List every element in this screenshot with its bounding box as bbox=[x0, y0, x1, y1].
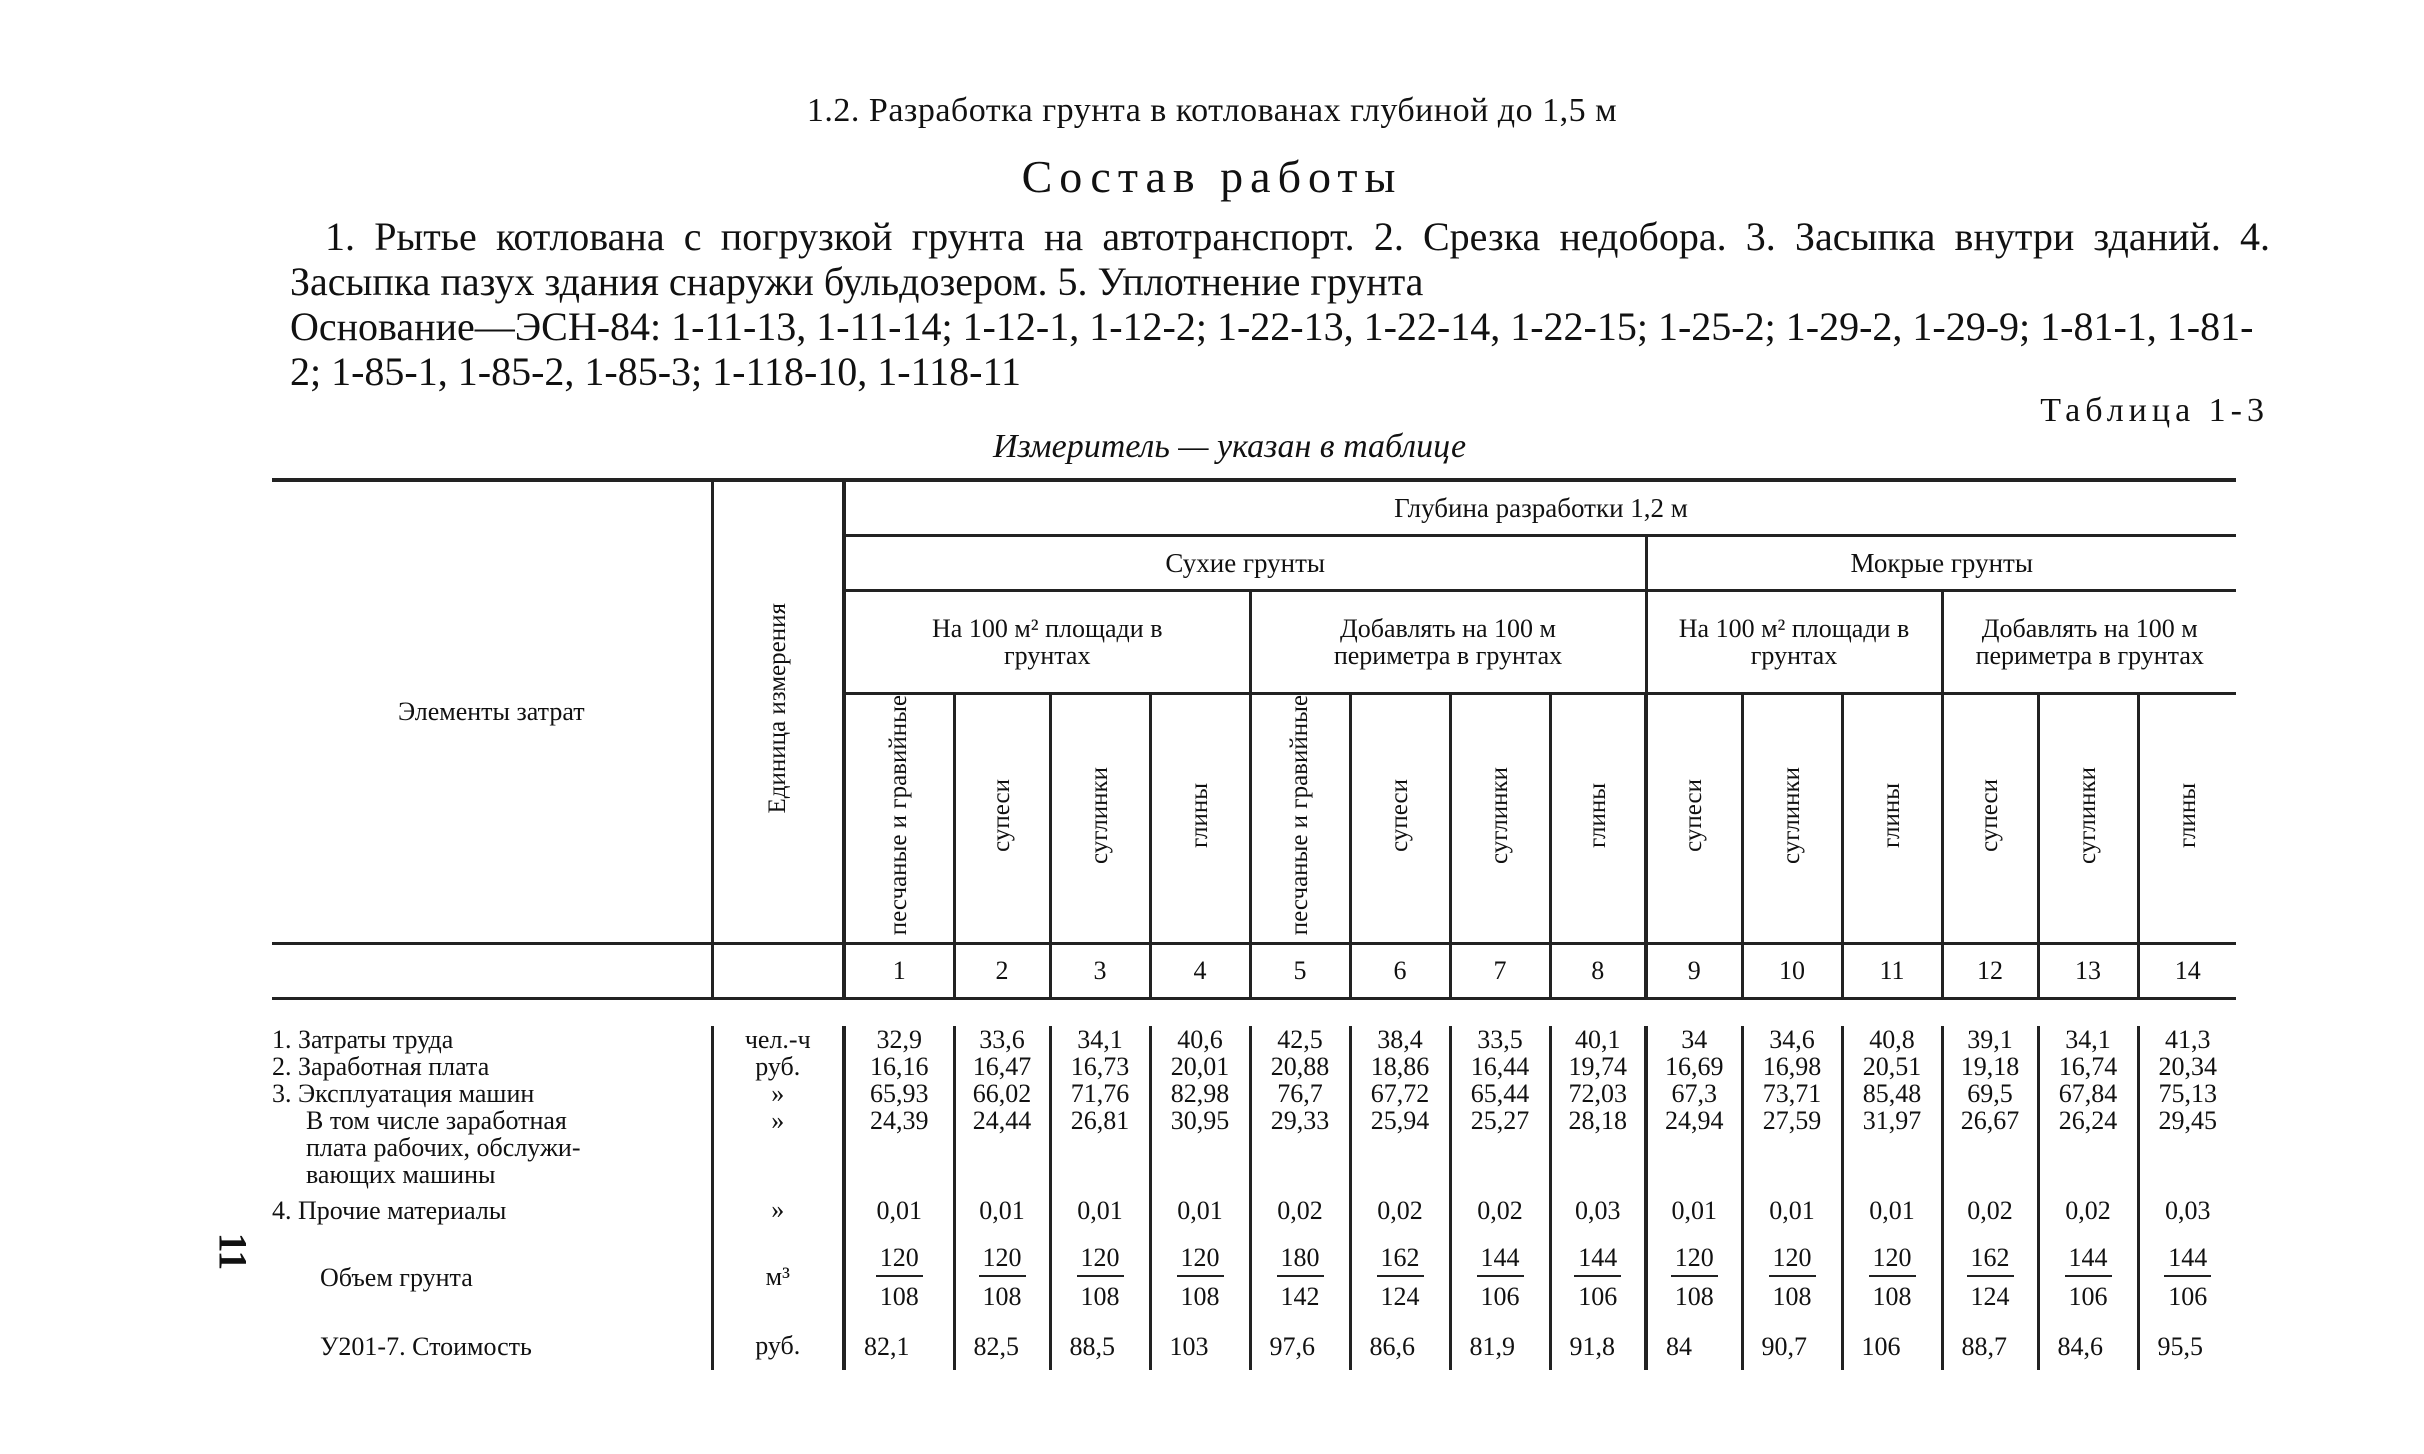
soil-type-header-4 bbox=[1150, 694, 1250, 944]
main-values-col-12 bbox=[1942, 1026, 2038, 1188]
header-unit-cell bbox=[712, 480, 844, 944]
main-values-col-8 bbox=[1550, 1026, 1646, 1188]
volume-cell-1 bbox=[844, 1232, 954, 1322]
volume-numerator-11: 120 bbox=[1869, 1244, 1916, 1277]
materials-value-12: 0,02 bbox=[1942, 1188, 2038, 1232]
main-value-r4-c4: 30,95 bbox=[1170, 1106, 1230, 1136]
column-number-8: 8 bbox=[1550, 944, 1646, 999]
main-value-r2-c13: 16,74 bbox=[2058, 1052, 2118, 1082]
volume-denominator-11: 108 bbox=[1872, 1282, 1912, 1312]
materials-value-13: 0,02 bbox=[2038, 1188, 2138, 1232]
header-wet-area: На 100 м² площади в грунтах bbox=[1646, 591, 1942, 694]
cost-row bbox=[272, 1322, 2236, 1370]
soil-type-label-5: песчаные и гравийные bbox=[1286, 695, 1313, 936]
soil-type-header-5 bbox=[1250, 694, 1350, 944]
main-value-r1-c3: 34,1 bbox=[1077, 1025, 1123, 1055]
volume-denominator-1: 108 bbox=[879, 1282, 919, 1312]
soil-type-label-9: супеси bbox=[1680, 778, 1708, 852]
page-number: 11 bbox=[210, 1232, 256, 1271]
main-value-r4-c13: 26,24 bbox=[2058, 1106, 2118, 1136]
main-value-r3-c10: 73,71 bbox=[1762, 1079, 1822, 1109]
materials-value-5: 0,02 bbox=[1250, 1188, 1350, 1232]
main-value-r4-c3: 26,81 bbox=[1070, 1106, 1130, 1136]
cost-value-4: 103 bbox=[1150, 1322, 1250, 1370]
main-value-r1-c12: 39,1 bbox=[1967, 1025, 2013, 1055]
materials-value-10: 0,01 bbox=[1742, 1188, 1842, 1232]
main-values-col-5 bbox=[1250, 1026, 1350, 1188]
main-value-r2-c14: 20,34 bbox=[2158, 1052, 2217, 1082]
main-value-r1-c5: 42,5 bbox=[1277, 1025, 1323, 1055]
section-title: 1.2. Разработка грунта в котлованах глубиной до 1,5 м bbox=[806, 92, 1618, 129]
header-wet-perimeter: Добавлять на 100 м периметра в грунтах bbox=[1942, 591, 2236, 694]
materials-value-8: 0,03 bbox=[1550, 1188, 1646, 1232]
volume-numerator-10: 120 bbox=[1769, 1244, 1816, 1277]
volume-fraction-10 bbox=[1769, 1244, 1816, 1310]
column-number-6: 6 bbox=[1350, 944, 1450, 999]
main-value-r1-c10: 34,6 bbox=[1769, 1025, 1815, 1055]
row-label-including-1: В том числе заработная bbox=[306, 1106, 567, 1136]
main-value-r4-c12: 26,67 bbox=[1960, 1106, 2020, 1136]
soil-type-header-8 bbox=[1550, 694, 1646, 944]
column-number-7: 7 bbox=[1450, 944, 1550, 999]
main-value-r3-c4: 82,98 bbox=[1170, 1079, 1230, 1109]
volume-cell-9 bbox=[1646, 1232, 1742, 1322]
volume-denominator-7: 106 bbox=[1480, 1282, 1520, 1312]
main-value-r2-c11: 20,51 bbox=[1862, 1052, 1922, 1082]
main-value-r3-c13: 67,84 bbox=[2058, 1079, 2118, 1109]
volume-numerator-12: 162 bbox=[1967, 1244, 2014, 1277]
table-gap bbox=[272, 999, 2236, 1027]
volume-denominator-12: 124 bbox=[1970, 1282, 2010, 1312]
soil-type-header-14 bbox=[2138, 694, 2236, 944]
volume-numerator-4: 120 bbox=[1177, 1244, 1224, 1277]
main-value-r4-c7: 25,27 bbox=[1470, 1106, 1530, 1136]
column-number-11: 11 bbox=[1842, 944, 1942, 999]
cost-value-5: 97,6 bbox=[1250, 1322, 1350, 1370]
volume-numerator-5: 180 bbox=[1277, 1244, 1324, 1277]
soil-type-header-9 bbox=[1646, 694, 1742, 944]
column-number-row bbox=[272, 944, 2236, 999]
materials-value-7: 0,02 bbox=[1450, 1188, 1550, 1232]
volume-numerator-6: 162 bbox=[1377, 1244, 1424, 1277]
soil-type-label-14: глины bbox=[2173, 782, 2201, 848]
column-number-1: 1 bbox=[844, 944, 954, 999]
volume-fraction-8 bbox=[1574, 1244, 1621, 1310]
volume-cell-6 bbox=[1350, 1232, 1450, 1322]
materials-value-4: 0,01 bbox=[1150, 1188, 1250, 1232]
materials-value-11: 0,01 bbox=[1842, 1188, 1942, 1232]
soil-type-label-10: суглинки bbox=[1778, 766, 1805, 864]
volume-cell-4 bbox=[1150, 1232, 1250, 1322]
volume-fraction-13 bbox=[2065, 1244, 2112, 1310]
volume-cell-11 bbox=[1842, 1232, 1942, 1322]
main-value-r3-c5: 76,7 bbox=[1277, 1079, 1323, 1109]
main-value-r3-c1: 65,93 bbox=[870, 1079, 929, 1109]
main-value-r2-c9: 16,69 bbox=[1665, 1052, 1724, 1082]
volume-cell-2 bbox=[954, 1232, 1050, 1322]
volume-numerator-7: 144 bbox=[1477, 1244, 1524, 1277]
volume-denominator-2: 108 bbox=[982, 1282, 1022, 1312]
unit-wages: руб. bbox=[755, 1052, 801, 1082]
volume-denominator-6: 124 bbox=[1380, 1282, 1420, 1312]
volume-row bbox=[272, 1232, 2236, 1322]
header-dry: Сухие грунты bbox=[844, 536, 1646, 591]
volume-numerator-3: 120 bbox=[1077, 1244, 1124, 1277]
materials-value-1: 0,01 bbox=[844, 1188, 954, 1232]
volume-fraction-6 bbox=[1377, 1244, 1424, 1310]
header-elements: Элементы затрат bbox=[272, 480, 712, 944]
volume-denominator-13: 106 bbox=[2068, 1282, 2108, 1312]
main-values-col-1 bbox=[844, 1026, 954, 1188]
main-value-r1-c11: 40,8 bbox=[1869, 1025, 1915, 1055]
row-label-including-2: плата рабочих, обслужи- bbox=[306, 1133, 581, 1163]
volume-fraction-11 bbox=[1869, 1244, 1916, 1310]
main-value-r1-c2: 33,6 bbox=[979, 1025, 1025, 1055]
cost-value-13: 84,6 bbox=[2038, 1322, 2138, 1370]
unit-labor: чел.-ч bbox=[744, 1025, 811, 1055]
cost-value-2: 82,5 bbox=[954, 1322, 1050, 1370]
row-label-including-3: вающих машины bbox=[306, 1160, 496, 1190]
cost-value-9: 84 bbox=[1646, 1322, 1742, 1370]
volume-numerator-1: 120 bbox=[876, 1244, 923, 1277]
volume-cell-13 bbox=[2038, 1232, 2138, 1322]
materials-value-2: 0,01 bbox=[954, 1188, 1050, 1232]
main-value-r1-c9: 34 bbox=[1681, 1025, 1708, 1055]
volume-numerator-8: 144 bbox=[1574, 1244, 1621, 1277]
work-items-paragraph: 1. Рытье котлована с погрузкой грунта на автотранспорт. 2. Срезка недобора. 3. Засыпка внутри зданий. 4. Засыпка пазух здания снаружи бульдозером. 5. Уплотнение грунта bbox=[290, 214, 2270, 304]
main-value-r3-c7: 65,44 bbox=[1470, 1079, 1530, 1109]
materials-value-9: 0,01 bbox=[1646, 1188, 1742, 1232]
soil-type-label-6: супеси bbox=[1386, 778, 1413, 852]
main-value-r3-c11: 85,48 bbox=[1862, 1079, 1922, 1109]
row-label-cost: У201-7. Стоимость bbox=[320, 1331, 532, 1361]
materials-value-6: 0,02 bbox=[1350, 1188, 1450, 1232]
cost-value-12: 88,7 bbox=[1942, 1322, 2038, 1370]
main-values-col-11 bbox=[1842, 1026, 1942, 1188]
soil-type-label-7: суглинки bbox=[1486, 766, 1513, 864]
main-value-r3-c2: 66,02 bbox=[972, 1079, 1032, 1109]
unit-volume: м³ bbox=[712, 1232, 844, 1322]
cost-value-10: 90,7 bbox=[1742, 1322, 1842, 1370]
main-value-r1-c6: 38,4 bbox=[1377, 1025, 1423, 1055]
main-values-col-3 bbox=[1050, 1026, 1150, 1188]
main-value-r3-c14: 75,13 bbox=[2158, 1079, 2217, 1109]
volume-numerator-2: 120 bbox=[979, 1244, 1026, 1277]
header-dry-area: На 100 м² площади в грунтах bbox=[844, 591, 1250, 694]
volume-numerator-13: 144 bbox=[2065, 1244, 2112, 1277]
main-value-r4-c14: 29,45 bbox=[2158, 1106, 2217, 1136]
soil-type-label-12: супеси bbox=[1976, 778, 2003, 852]
unit-including: » bbox=[771, 1106, 785, 1136]
volume-denominator-9: 108 bbox=[1674, 1282, 1714, 1312]
row-label-volume: Объем грунта bbox=[320, 1262, 473, 1292]
materials-value-3: 0,01 bbox=[1050, 1188, 1150, 1232]
main-value-r1-c13: 34,1 bbox=[2065, 1025, 2111, 1055]
header-dry-perimeter: Добавлять на 100 м периметра в грунтах bbox=[1250, 591, 1646, 694]
materials-row bbox=[272, 1188, 2236, 1232]
volume-fraction-2 bbox=[979, 1244, 1026, 1310]
main-values-col-4 bbox=[1150, 1026, 1250, 1188]
main-row-labels bbox=[272, 1026, 712, 1188]
volume-fraction-12 bbox=[1967, 1244, 2014, 1310]
volume-fraction-1 bbox=[876, 1244, 923, 1310]
row-label-labor: 1. Затраты труда bbox=[272, 1025, 454, 1055]
volume-cell-14 bbox=[2138, 1232, 2236, 1322]
volume-cell-12 bbox=[1942, 1232, 2038, 1322]
main-value-r2-c5: 20,88 bbox=[1270, 1052, 1330, 1082]
header-depth: Глубина разработки 1,2 м bbox=[844, 480, 2236, 536]
column-number-14: 14 bbox=[2138, 944, 2236, 999]
main-value-r3-c6: 67,72 bbox=[1370, 1079, 1430, 1109]
volume-denominator-8: 106 bbox=[1578, 1282, 1618, 1312]
cost-table bbox=[272, 478, 2236, 1370]
column-number-13: 13 bbox=[2038, 944, 2138, 999]
main-values-col-9 bbox=[1646, 1026, 1742, 1188]
main-value-r1-c14: 41,3 bbox=[2165, 1025, 2211, 1055]
soil-type-label-1: песчаные и гравийные bbox=[885, 695, 913, 936]
cost-value-1: 82,1 bbox=[844, 1322, 954, 1370]
main-value-r3-c9: 67,3 bbox=[1671, 1079, 1717, 1109]
column-number-4: 4 bbox=[1150, 944, 1250, 999]
unit-cost: руб. bbox=[712, 1322, 844, 1370]
main-value-r2-c6: 18,86 bbox=[1370, 1052, 1430, 1082]
volume-fraction-7 bbox=[1477, 1244, 1524, 1310]
column-number-3: 3 bbox=[1050, 944, 1150, 999]
cost-table-wrapper bbox=[272, 478, 2236, 1370]
column-number-2: 2 bbox=[954, 944, 1050, 999]
volume-cell-3 bbox=[1050, 1232, 1150, 1322]
soil-type-label-3: суглинки bbox=[1086, 766, 1113, 864]
number-row-spacer bbox=[272, 944, 712, 999]
cost-value-7: 81,9 bbox=[1450, 1322, 1550, 1370]
main-value-r4-c8: 28,18 bbox=[1568, 1106, 1627, 1136]
soil-type-header-12 bbox=[1942, 694, 2038, 944]
column-number-10: 10 bbox=[1742, 944, 1842, 999]
cost-value-8: 91,8 bbox=[1550, 1322, 1646, 1370]
table-number: Таблица 1-3 bbox=[2040, 392, 2269, 429]
volume-fraction-9 bbox=[1671, 1244, 1718, 1310]
main-values-col-2 bbox=[954, 1026, 1050, 1188]
soil-type-label-11: глины bbox=[1878, 782, 1905, 848]
soil-type-label-2: супеси bbox=[988, 778, 1015, 852]
work-items-text bbox=[290, 214, 2270, 304]
main-value-r4-c1: 24,39 bbox=[870, 1106, 929, 1136]
volume-cell-8 bbox=[1550, 1232, 1646, 1322]
main-value-r2-c2: 16,47 bbox=[972, 1052, 1032, 1082]
volume-denominator-14: 106 bbox=[2168, 1282, 2208, 1312]
main-row-units bbox=[712, 1026, 844, 1188]
soil-type-header-11 bbox=[1842, 694, 1942, 944]
main-value-r2-c7: 16,44 bbox=[1470, 1052, 1530, 1082]
main-value-r4-c2: 24,44 bbox=[972, 1106, 1032, 1136]
main-value-r2-c3: 16,73 bbox=[1070, 1052, 1130, 1082]
main-value-r2-c12: 19,18 bbox=[1960, 1052, 2020, 1082]
main-value-r1-c7: 33,5 bbox=[1477, 1025, 1523, 1055]
soil-type-header-7 bbox=[1450, 694, 1550, 944]
volume-denominator-4: 108 bbox=[1180, 1282, 1220, 1312]
main-value-r1-c1: 32,9 bbox=[876, 1025, 922, 1055]
main-value-r2-c8: 19,74 bbox=[1568, 1052, 1627, 1082]
cost-value-14: 95,5 bbox=[2138, 1322, 2236, 1370]
column-number-12: 12 bbox=[1942, 944, 2038, 999]
volume-cell-7 bbox=[1450, 1232, 1550, 1322]
soil-type-label-13: суглинки bbox=[2074, 766, 2101, 864]
main-value-r2-c4: 20,01 bbox=[1170, 1052, 1230, 1082]
main-value-r3-c8: 72,03 bbox=[1568, 1079, 1627, 1109]
volume-cell-5 bbox=[1250, 1232, 1350, 1322]
unit-materials: » bbox=[712, 1188, 844, 1232]
volume-denominator-10: 108 bbox=[1772, 1282, 1812, 1312]
main-value-r4-c11: 31,97 bbox=[1862, 1106, 1922, 1136]
volume-denominator-3: 108 bbox=[1080, 1282, 1120, 1312]
soil-type-header-3 bbox=[1050, 694, 1150, 944]
volume-fraction-5 bbox=[1277, 1244, 1324, 1310]
volume-fraction-4 bbox=[1177, 1244, 1224, 1310]
work-composition-heading: Состав работы bbox=[1021, 151, 1403, 202]
main-value-r4-c10: 27,59 bbox=[1762, 1106, 1822, 1136]
row-label-wages: 2. Заработная плата bbox=[272, 1052, 490, 1082]
volume-numerator-14: 144 bbox=[2164, 1244, 2211, 1277]
soil-type-header-1 bbox=[844, 694, 954, 944]
volume-fraction-14 bbox=[2164, 1244, 2211, 1310]
main-value-r2-c1: 16,16 bbox=[870, 1052, 929, 1082]
main-value-r4-c9: 24,94 bbox=[1665, 1106, 1724, 1136]
main-value-r3-c3: 71,76 bbox=[1070, 1079, 1130, 1109]
main-value-r4-c6: 25,94 bbox=[1370, 1106, 1430, 1136]
unit-machines: » bbox=[771, 1079, 785, 1109]
soil-type-label-4: глины bbox=[1186, 782, 1213, 848]
materials-value-14: 0,03 bbox=[2138, 1188, 2236, 1232]
main-values-col-10 bbox=[1742, 1026, 1842, 1188]
basis-text: Основание—ЭСН-84: 1-11-13, 1-11-14; 1-12-1, 1-12-2; 1-22-13, 1-22-14, 1-22-15; 1-25-2; 1-29-2, 1-29-9; 1-81-1, 1-81-2; 1-85-1, 1-85-2, 1-85-3; 1-118-10, 1-118-11 bbox=[290, 304, 2254, 394]
soil-type-header-2 bbox=[954, 694, 1050, 944]
soil-type-header-13 bbox=[2038, 694, 2138, 944]
column-number-5: 5 bbox=[1250, 944, 1350, 999]
row-label-including bbox=[272, 1107, 711, 1188]
main-values-col-6 bbox=[1350, 1026, 1450, 1188]
main-values-col-13 bbox=[2038, 1026, 2138, 1188]
main-values-col-14 bbox=[2138, 1026, 2236, 1188]
cost-value-3: 88,5 bbox=[1050, 1322, 1150, 1370]
volume-fraction-3 bbox=[1077, 1244, 1124, 1310]
header-unit: Единица измерения bbox=[763, 603, 791, 814]
cost-value-6: 86,6 bbox=[1350, 1322, 1450, 1370]
main-value-r4-c5: 29,33 bbox=[1270, 1106, 1330, 1136]
main-value-r1-c8: 40,1 bbox=[1575, 1025, 1621, 1055]
soil-type-header-6 bbox=[1350, 694, 1450, 944]
row-label-machines: 3. Эксплуатация машин bbox=[272, 1079, 535, 1109]
volume-denominator-5: 142 bbox=[1280, 1282, 1320, 1312]
column-number-9: 9 bbox=[1646, 944, 1742, 999]
main-value-r1-c4: 40,6 bbox=[1177, 1025, 1223, 1055]
header-wet: Мокрые грунты bbox=[1646, 536, 2236, 591]
soil-type-label-8: глины bbox=[1583, 782, 1611, 848]
main-value-r2-c10: 16,98 bbox=[1762, 1052, 1822, 1082]
number-row-unit-spacer bbox=[712, 944, 844, 999]
volume-cell-10 bbox=[1742, 1232, 1842, 1322]
main-cost-rows bbox=[272, 1026, 2236, 1188]
measure-note: Измеритель — указан в таблице bbox=[992, 428, 1467, 465]
row-label-materials: 4. Прочие материалы bbox=[272, 1195, 507, 1225]
volume-numerator-9: 120 bbox=[1671, 1244, 1718, 1277]
soil-type-header-10 bbox=[1742, 694, 1842, 944]
main-value-r3-c12: 69,5 bbox=[1967, 1079, 2013, 1109]
main-values-col-7 bbox=[1450, 1026, 1550, 1188]
cost-value-11: 106 bbox=[1842, 1322, 1942, 1370]
